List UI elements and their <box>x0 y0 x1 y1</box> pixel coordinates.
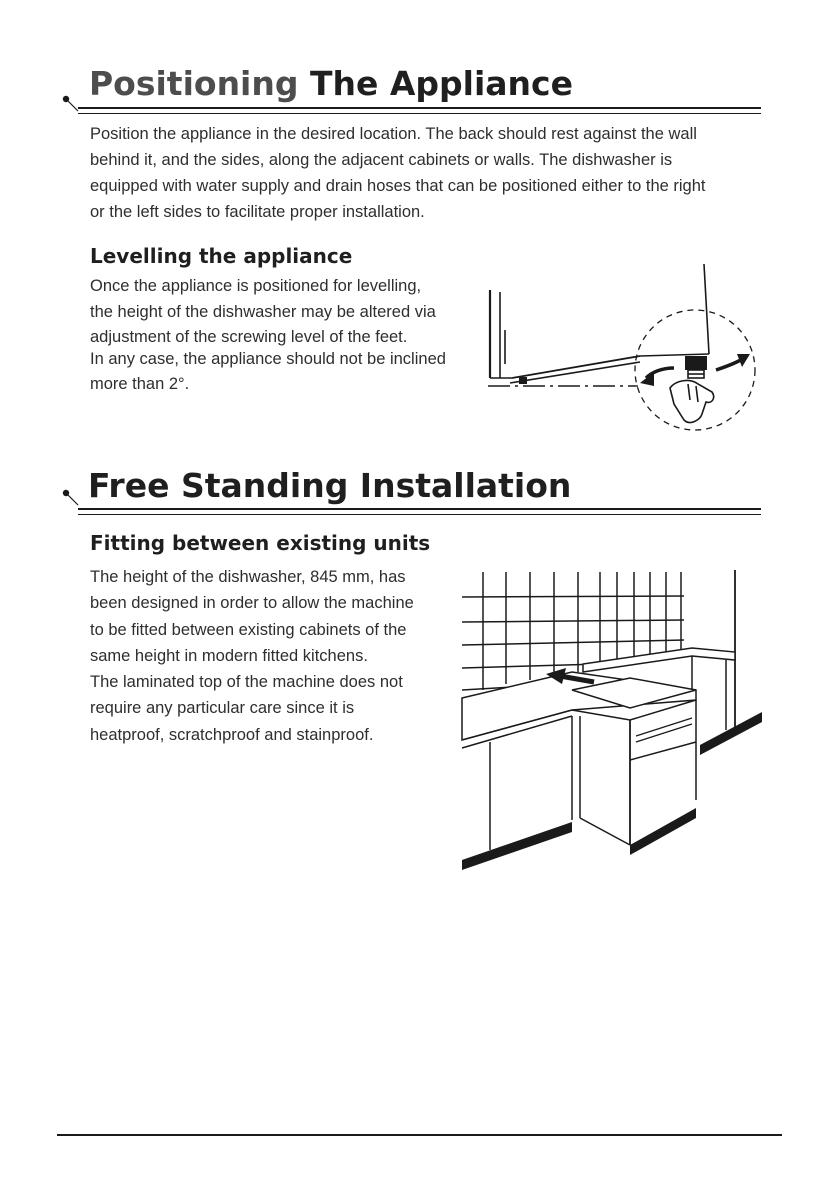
levelling-line: the height of the dishwasher may be altered via <box>90 302 436 321</box>
intro-line: equipped with water supply and drain hoses that can be positioned either to the right <box>90 177 706 195</box>
levelling-line: In any case, the appliance should not be inclined <box>90 349 446 368</box>
levelling-subheading: Levelling the appliance <box>90 244 353 268</box>
levelling-line: more than 2°. <box>90 375 190 393</box>
footer-rule <box>57 1134 782 1136</box>
levelling-line: Once the appliance is positioned for levelling, <box>90 277 422 295</box>
fitting-line: The height of the dishwasher, 845 mm, has <box>90 568 406 586</box>
intro-line: or the left sides to facilitate proper installation. <box>90 203 425 221</box>
fitting-subheading: Fitting between existing units <box>90 531 431 555</box>
section2-title: Free Standing Installation <box>88 466 572 505</box>
fitting-line: to be fitted between existing cabinets of the <box>90 620 407 639</box>
section1-title-rest: The Appliance <box>310 64 573 103</box>
section1-title-highlight: Positioning <box>89 64 299 103</box>
intro-line: Position the appliance in the desired location. The back should rest against the wall <box>90 125 697 143</box>
levelling-line: adjustment of the screwing level of the feet. <box>90 328 408 346</box>
fitting-line: been designed in order to allow the machine <box>90 594 414 613</box>
fitting-line: heatproof, scratchproof and stainproof. <box>90 725 374 744</box>
fitting-line: The laminated top of the machine does not <box>90 673 403 692</box>
fitting-line: same height in modern fitted kitchens. <box>90 646 368 665</box>
intro-line: behind it, and the sides, along the adjacent cabinets or walls. The dishwasher is <box>90 151 673 169</box>
fitting-line: require any particular care since it is <box>90 699 355 718</box>
